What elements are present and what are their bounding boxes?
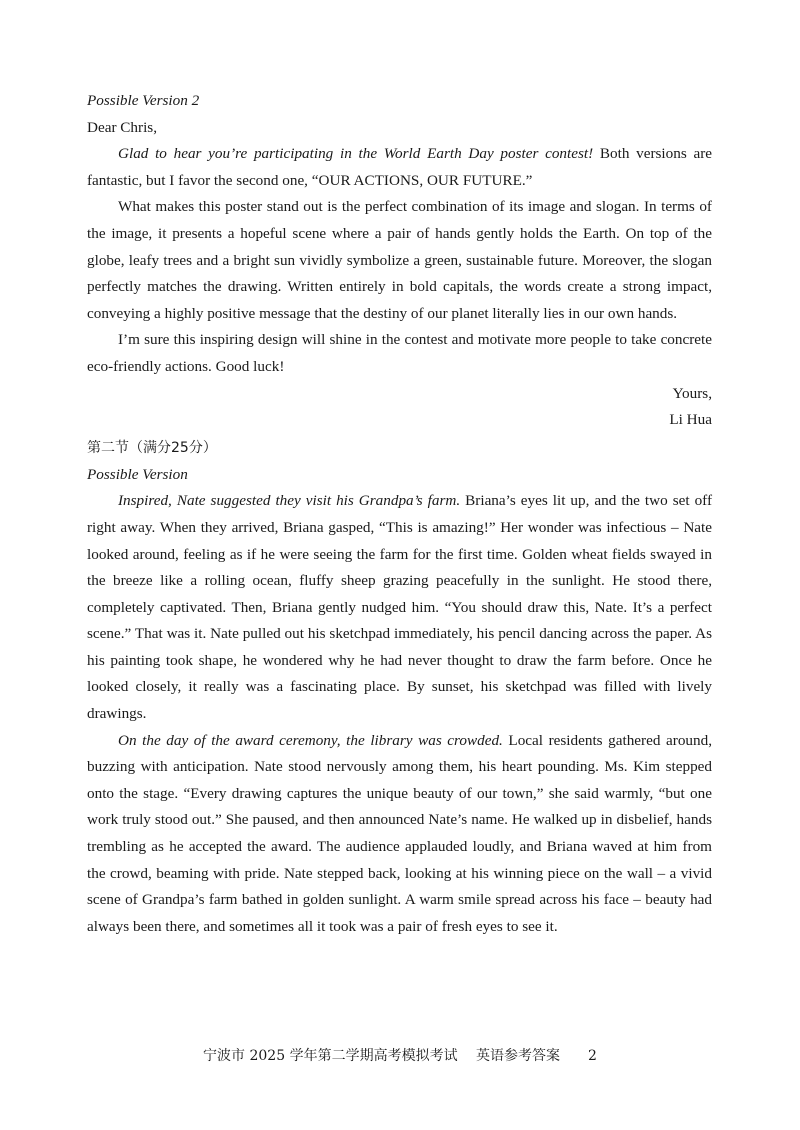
letter-paragraph-1 bbox=[87, 141, 712, 194]
section-title: 第二节（满分25分） bbox=[87, 439, 217, 456]
answer-page bbox=[87, 88, 712, 940]
letter-paragraph-3: I’m sure this inspiring design will shine in the contest and motivate more people to take concrete eco-friendly actions. Good luck! bbox=[87, 331, 712, 375]
story-paragraph-1-rest: Briana’s eyes lit up, and the two set off right away. When they arrived, Briana gasped, “This is amazing!” Her wonder was infectious – Nate looked around, feeling as if he were seeing the farm for the first time. Golden wheat fields swayed in the breeze like a rolling ocean, fluffy sheep grazing peacefully in the sunlight. He stood there, completely captivated. Then, Briana gently nudged him. “You should draw this, Nate. It’s a perfect scene.” That was it. Nate pulled out his sketchpad immediately, his pencil dancing across the paper. As his painting took shape, he wondered why he had never thought to draw the farm before. Once he looked closely, it really was a fascinating place. By sunset, his sketchpad was filled with lively drawings. bbox=[87, 492, 713, 723]
story-paragraph-1-lead: Inspired, Nate suggested they visit his Grandpa’s farm. bbox=[118, 492, 461, 510]
story-paragraph-1 bbox=[87, 488, 712, 727]
letter-opening-rest: Both versions are fantastic, but I favor the second one, “OUR ACTIONS, OUR FUTURE.” bbox=[87, 145, 712, 189]
letter-signature: Li Hua bbox=[669, 411, 712, 429]
letter-closing: Yours, bbox=[672, 384, 712, 402]
story-version-heading: Possible Version bbox=[87, 465, 188, 483]
letter-paragraph-2: What makes this poster stand out is the perfect combination of its image and slogan. In terms of the image, it presents a hopeful scene where a pair of hands gently holds the Earth. On top of the globe, leafy trees and a bright sun vividly symbolize a green, sustainable future. Moreover, the slogan perfectly matches the drawing. Written entirely in bold capitals, the words create a strong impact, conveying a highly positive message that the destiny of our planet literally lies in our own hands. bbox=[87, 198, 712, 322]
story-paragraph-2-lead: On the day of the award ceremony, the library was crowded. bbox=[118, 731, 503, 749]
page-footer: 宁波市 2025 学年第二学期高考模拟考试 英语参考答案 2 bbox=[203, 1048, 597, 1064]
letter-opening-italic: Glad to hear you’re participating in the World Earth Day poster contest! bbox=[118, 145, 594, 163]
salutation: Dear Chris, bbox=[87, 118, 158, 136]
story-paragraph-2-rest: Local residents gathered around, buzzing with anticipation. Nate stood nervously among them, his heart pounding. Ms. Kim stepped onto the stage. “Every drawing captures the unique beauty of our town,” she said warmly, “but one work truly stood out.” She paused, and then announced Nate’s name. He walked up in disbelief, hands trembling as he accepted the award. The audience applauded loudly, and Briana waved at him from the crowd, beaming with pride. Nate stepped back, looking at his winning piece on the wall – a vivid scene of Grandpa’s farm bathed in golden sunlight. A warm smile spread across his face – beauty had always been there, and sometimes all it took was a pair of fresh eyes to see it. bbox=[87, 731, 712, 935]
story-paragraph-2 bbox=[87, 728, 712, 941]
version-heading: Possible Version 2 bbox=[87, 92, 200, 109]
